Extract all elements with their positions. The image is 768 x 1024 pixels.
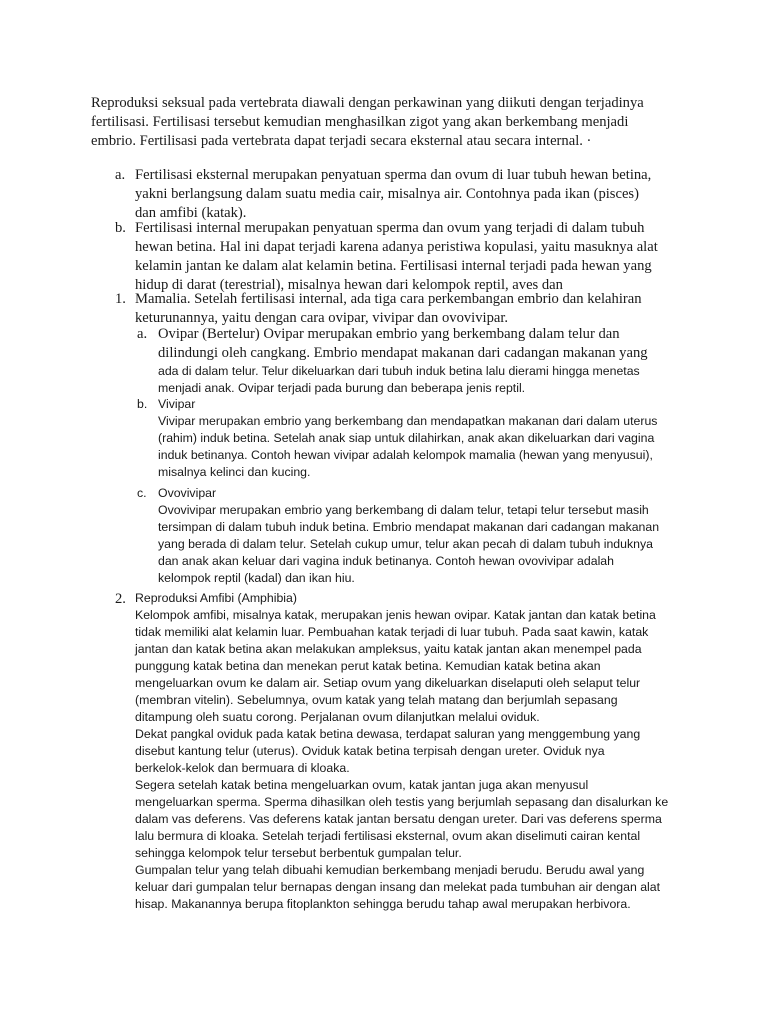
text-line: Vivipar merupakan embrio yang berkembang dan mendapatkan makanan dari dalam uterus [158, 414, 658, 428]
text-line: misalnya kelinci dan kucing. [158, 465, 311, 479]
list-marker: 1. [115, 291, 126, 307]
text-line: dalam vas deferens. Vas deferens katak jantan bersatu dengan ureter. Dari vas deferens sperma [135, 812, 662, 826]
list-item-text [158, 325, 678, 397]
text-line: punggung katak betina dan menekan perut katak betina. Kemudian katak betina akan [135, 659, 601, 673]
list-item-text [158, 396, 678, 481]
text-line: yang berada di dalam telur. Setelah cukup umur, telur akan pecah di dalam tubuh induknya [158, 537, 653, 551]
intro-line: Reproduksi seksual pada vertebrata diawali dengan perkawinan yang diikuti dengan terjadinya [91, 95, 644, 111]
text-line: (rahim) induk betina. Setelah anak siap untuk dilahirkan, anak akan dikeluarkan dari vagina [158, 431, 655, 445]
intro-paragraph [91, 94, 691, 151]
list-marker: b. [137, 397, 148, 411]
text-line: hewan betina. Hal ini dapat terjadi karena adanya peristiwa kopulasi, yaitu masuknya alat [135, 239, 658, 255]
text-line: hidup di darat (terestrial), misalnya hewan dari kelompok reptil, aves dan [135, 277, 563, 293]
text-line: mengeluarkan sperma. Sperma dihasilkan oleh testis yang berjumlah sepasang dan disalurkan ke [135, 795, 669, 809]
text-line: ada di dalam telur. Telur dikeluarkan dari tubuh induk betina lalu dierami hingga menetas [158, 364, 640, 378]
text-line: disebut kantung telur (uterus). Oviduk katak betina terpisah dengan ureter. Oviduk nya [135, 744, 605, 758]
text-line: Ovovivipar merupakan embrio yang berkembang di dalam telur, tetapi telur tersebut masih [158, 503, 649, 517]
text-line: tersimpan di dalam tubuh induk betina. Embrio mendapat makanan dari cadangan makanan [158, 520, 660, 534]
text-line: tidak memiliki alat kelamin luar. Pembuahan katak terjadi di luar tubuh. Pada saat kawin, katak [135, 625, 649, 639]
sub-item-heading: Ovovivipar [158, 486, 217, 500]
intro-line: embrio. Fertilisasi pada vertebrata dapat terjadi secara eksternal atau secara internal. · [91, 133, 592, 149]
text-line: induk betinanya. Contoh hewan vivipar adalah kelompok mamalia (hewan yang menyusui), [158, 448, 653, 462]
text-line: keluar dari gumpalan telur bernapas dengan insang dan melekat pada tumbuhan air dengan alat [135, 880, 661, 894]
text-line: ditampung oleh suatu corong. Perjalanan ovum dilanjutkan melalui oviduk. [135, 710, 540, 724]
list-item-text [135, 290, 677, 328]
list-marker: 2. [115, 591, 126, 607]
list-marker: b. [115, 220, 126, 236]
text-line: (membran vitelin). Sebelumnya, ovum katak yang telah matang dan berjumlah sepasang [135, 693, 618, 707]
text-line: hisap. Makanannya berupa fitoplankton sehingga berudu tahap awal merupakan herbivora. [135, 897, 631, 911]
intro-line: fertilisasi. Fertilisasi tersebut kemudian menghasilkan zigot yang akan berkembang menjadi [91, 114, 629, 130]
text-line: menjadi anak. Ovipar terjadi pada burung dan beberapa jenis reptil. [158, 381, 526, 395]
section-heading: Reproduksi Amfibi (Amphibia) [135, 591, 297, 605]
text-line: mengeluarkan ovum ke dalam air. Setiap ovum yang dikeluarkan diselaputi oleh selaput telur [135, 676, 641, 690]
text-line: Dekat pangkal oviduk pada katak betina dewasa, terdapat saluran yang menggembung yang [135, 727, 641, 741]
text-line: dilindungi oleh cangkang. Embrio mendapat makanan dari cadangan makanan yang [158, 345, 648, 361]
text-line: Ovipar (Bertelur) Ovipar merupakan embrio yang berkembang dalam telur dan [158, 326, 620, 342]
text-line: kelompok reptil (kadal) dan ikan hiu. [158, 571, 355, 585]
text-line: Fertilisasi eksternal merupakan penyatuan sperma dan ovum di luar tubuh hewan betina, [135, 167, 652, 183]
list-item-text [135, 166, 677, 223]
text-line: Segera setelah katak betina mengeluarkan ovum, katak jantan juga akan menyusul [135, 778, 589, 792]
text-line: jantan dan katak betina akan melakukan ampleksus, yaitu katak jantan akan menempel pada [135, 642, 642, 656]
list-marker: c. [137, 486, 147, 500]
text-line: dan anak akan keluar dari vagina induk betinanya. Contoh hewan ovovivipar adalah [158, 554, 614, 568]
list-item-text [135, 590, 677, 913]
text-line: keturunannya, yaitu dengan cara ovipar, vivipar dan ovovivipar. [135, 310, 509, 326]
list-marker: a. [137, 326, 148, 342]
text-line: yakni berlangsung dalam suatu media cair, misalnya air. Contohnya pada ikan (pisces) [135, 186, 639, 202]
text-line: Gumpalan telur yang telah dibuahi kemudian berkembang menjadi berudu. Berudu awal yang [135, 863, 645, 877]
list-marker: a. [115, 167, 126, 183]
text-line: kelamin jantan ke dalam alat kelamin betina. Fertilisasi internal terjadi pada hewan yang [135, 258, 652, 274]
text-line: dan amfibi (katak). [135, 205, 247, 221]
list-item-text [158, 485, 678, 587]
text-line: sehingga kelompok telur tersebut berbentuk gumpalan telur. [135, 846, 462, 860]
text-line: Mamalia. Setelah fertilisasi internal, ada tiga cara perkembangan embrio dan kelahiran [135, 291, 642, 307]
sub-item-heading: Vivipar [158, 397, 196, 411]
text-line: lalu bermura di kloaka. Setelah terjadi fertilisasi eksternal, ovum akan diselimuti cairan kental [135, 829, 641, 843]
text-line: Fertilisasi internal merupakan penyatuan sperma dan ovum yang terjadi di dalam tubuh [135, 220, 645, 236]
text-line: Kelompok amfibi, misalnya katak, merupakan jenis hewan ovipar. Katak jantan dan katak betina [135, 608, 656, 622]
text-line: berkelok-kelok dan bermuara di kloaka. [135, 761, 350, 775]
list-item-text [135, 219, 677, 295]
